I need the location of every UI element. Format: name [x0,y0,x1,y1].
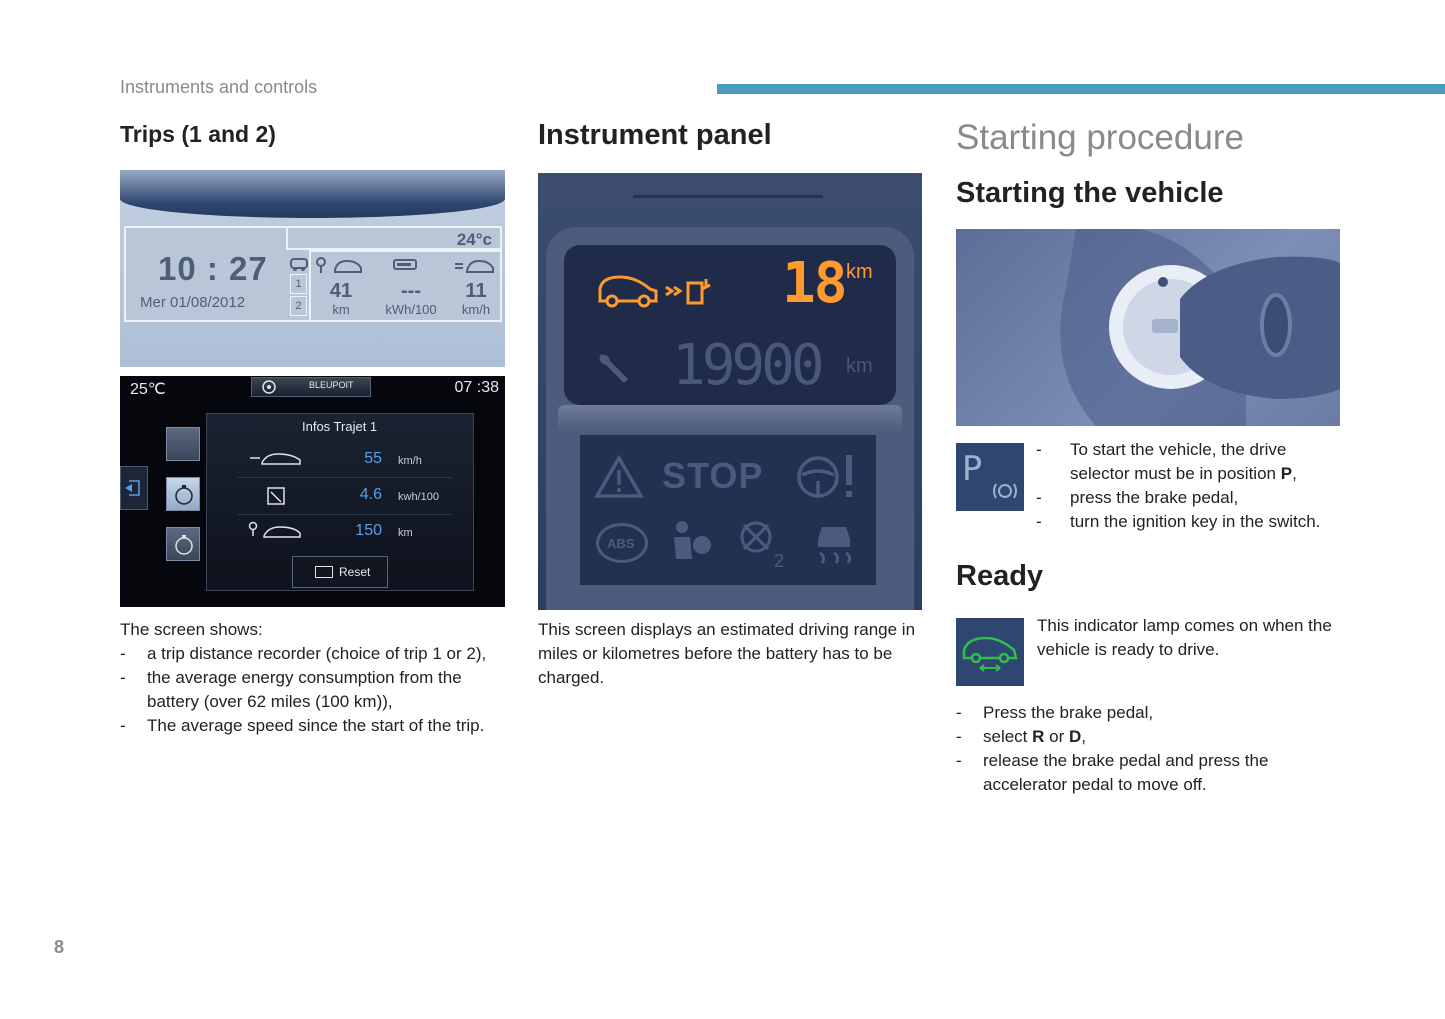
ready-steps-list [956,701,1326,797]
avg-consumption-value: 4.6 [359,486,382,503]
position-p: P [1280,464,1293,483]
trip-1-indicator: 1 [290,274,307,294]
ready-description: This indicator lamp comes on when the vehicle is ready to drive. [1037,616,1332,659]
ready-indicator-icon [956,618,1024,686]
distance-unit: km [398,527,413,539]
instrument-panel-figure [538,173,922,610]
temp-tab [286,228,500,250]
clock-time: 10 : 27 [158,250,268,287]
trip-consumption-unit: kWh/100 [385,302,437,317]
start-steps-list [1036,438,1336,534]
stop-warning: STOP [662,455,764,496]
stopwatch-1-icon [174,484,194,506]
list-item: - press the brake pedal, [1036,486,1336,510]
trip-consumption-value: --- [401,280,421,302]
section-label: Instruments and controls [120,77,318,97]
odometer-unit: km [846,355,873,377]
trips-description [120,618,510,738]
outside-temp: 24°c [456,230,492,249]
start-step-suffix: , [1292,464,1297,483]
consumption-icon [266,484,286,506]
stopwatch-2-icon [174,534,194,556]
starting-vehicle-heading: Starting the vehicle [956,177,1224,209]
list-item: - release the brake pedal and press the accelerator pedal to move off. [956,749,1326,797]
ready-heading: Ready [956,560,1044,592]
instrument-panel-description: This screen displays an estimated driving range in miles or kilometres before the battery has to be charged. [538,620,916,687]
list-item: - Press the brake pedal, [956,701,1326,725]
reset-button[interactable] [292,556,388,588]
abs-warning-icon [596,523,648,563]
list-item [956,725,1326,749]
comma-text: , [1081,727,1086,746]
ignition-key-figure [956,229,1340,426]
steering-warning-icon [794,453,860,501]
park-indicator-icon [956,443,1024,511]
starting-procedure-heading: Starting procedure [956,118,1244,157]
multifunction-screen-figure [120,376,505,607]
avg-consumption-unit: kwh/100 [398,491,439,503]
gear-d: D [1068,727,1082,746]
battery-icon [393,258,419,272]
range-car-plug-icon [596,269,726,309]
skid-control-icon [810,519,858,567]
list-item: - The average speed since the start of the trip. [120,714,510,738]
row-divider [238,514,453,515]
gear-r: R [1032,727,1045,746]
ignition-key-illustration [956,229,1340,426]
accent-bar [717,84,1445,94]
upper-display [564,245,896,405]
radio-brand: BLEUPOIT [309,380,354,390]
trips-heading: Trips (1 and 2) [120,121,276,147]
trip-info-title: Infos Trajet 1 [302,419,378,434]
trip-speed-value: 11 [465,280,487,302]
ready-car-icon [960,630,1020,674]
screen-temp: 25℃ [130,381,166,398]
list-item: - turn the ignition key in the switch. [1036,510,1336,534]
start-step-text: To start the vehicle, the drive selector must be in position [1070,440,1287,483]
trip-display-figure [120,170,505,367]
abs-label: ABS [607,536,635,551]
car-trip-icon [289,254,309,272]
trip-distance-value: 41 [329,280,353,302]
radio-icon [260,379,278,395]
reset-icon [315,566,333,578]
passenger-airbag-off-icon [736,517,792,569]
warning-triangle-icon [594,455,644,499]
slot-line [633,195,823,198]
exit-icon [123,478,143,498]
range-car-icon [315,256,365,276]
avg-speed-unit: km/h [398,455,422,467]
trip-distance-unit: km [332,302,350,317]
trips-intro: The screen shows: [120,620,263,639]
list-item: - a trip distance recorder (choice of trip 1 or 2), [120,642,510,666]
list-item [1036,438,1336,486]
list-item: - the average energy consumption from the battery (over 62 miles (100 km)), [120,666,510,714]
trip-values-box [309,250,502,322]
trip-lcd [124,226,502,322]
row-divider [238,477,453,478]
screen-clock: 07 :38 [454,379,499,396]
range-unit: km [846,261,873,283]
brake-icon [992,481,1018,501]
or-text: or [1044,727,1069,746]
odometer-value: 19900 [672,333,821,398]
display-ledge [558,405,902,433]
airbag-icon [666,519,716,569]
trip-2-indicator: 2 [290,296,307,316]
reset-label: Reset [339,565,371,579]
distance-value: 150 [355,522,382,539]
instrument-panel-heading: Instrument panel [538,119,772,151]
select-text: select [983,727,1033,746]
wrench-icon [594,349,634,389]
avg-speed-value: 55 [364,450,382,467]
speed-car-icon [250,450,304,468]
dashboard-visor [120,170,505,218]
range-value: 18 [782,251,846,316]
clock-date: Mer 01/08/2012 [140,294,246,311]
trip-speed-unit: km/h [461,302,491,317]
fuel-menu-button[interactable] [166,427,200,461]
range-car-icon [248,521,304,541]
page-number: 8 [54,937,65,957]
warning-display [580,435,876,585]
svg-text:2: 2 [774,551,785,569]
speed-car-icon [455,256,495,276]
park-letter: P [962,449,983,489]
